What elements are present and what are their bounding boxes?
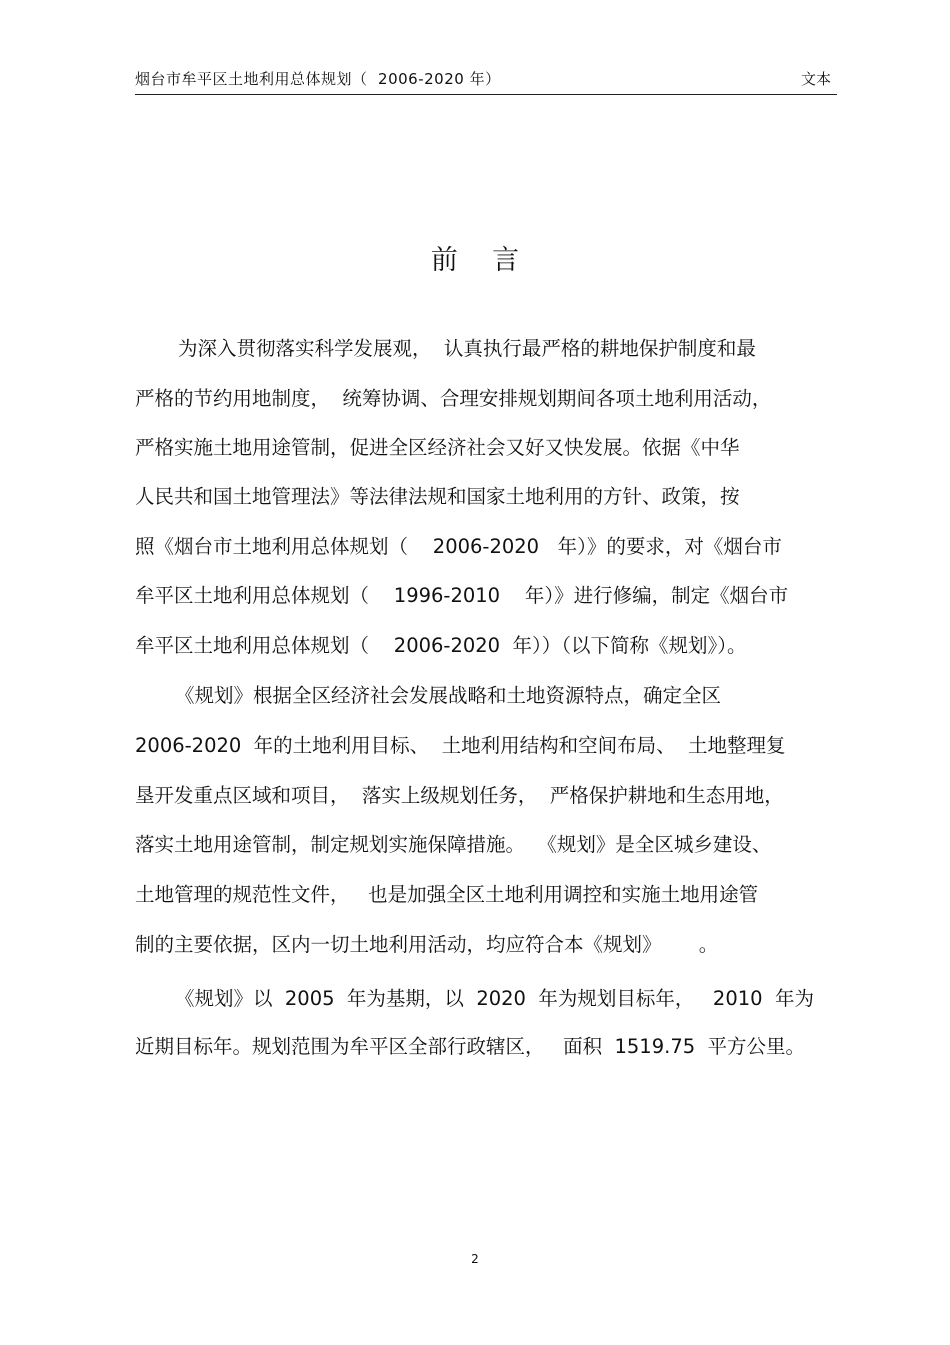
paragraph-line: 严格实施土地用途管制，促进全区经济社会又好又快发展。依据《中华 — [135, 436, 740, 459]
paragraph-line: 近期目标年。规划范围为牟平区全部行政辖区， 面积 1519.75 平方公里。 — [135, 1035, 806, 1058]
paragraph-line: 牟平区土地利用总体规划（ 2006-2020 年））（以下简称《规划》）。 — [135, 634, 747, 657]
paragraph-line: 牟平区土地利用总体规划（ 1996-2010 年）》进行修编，制定《烟台市 — [135, 584, 789, 607]
paragraph-line: 人民共和国土地管理法》等法律法规和国家土地利用的方针、政策，按 — [135, 485, 740, 508]
paragraph-line: 2006-2020 年的土地利用目标、 土地利用结构和空间布局、 土地整理复 — [135, 734, 786, 757]
page-number: 2 — [471, 1252, 479, 1266]
paragraph-line: 《规划》以 2005 年为基期，以 2020 年为规划目标年， 2010 年为 — [175, 987, 814, 1010]
paragraph-line: 垦开发重点区域和项目， 落实上级规划任务， 严格保护耕地和生态用地， — [135, 784, 784, 807]
paragraph-line: 照《烟台市土地利用总体规划（ 2006-2020 年）》的要求，对《烟台市 — [135, 535, 782, 558]
paragraph-line: 严格的节约用地制度， 统筹协调、合理安排规划期间各项土地利用活动， — [135, 387, 772, 410]
header-doc-type: 文本 — [800, 70, 831, 88]
paragraph-line: 为深入贯彻落实科学发展观， 认真执行最严格的耕地保护制度和最 — [178, 337, 756, 360]
section-title: 前 言 — [430, 245, 520, 276]
paragraph-line: 制的主要依据，区内一切土地利用活动，均应符合本《规划》 。 — [135, 933, 719, 956]
paragraph-line: 土地管理的规范性文件， 也是加强全区土地利用调控和实施土地用途管 — [135, 883, 759, 906]
page-header — [135, 64, 837, 95]
header-title: 烟台市牟平区土地利用总体规划（ 2006-2020 年） — [135, 70, 501, 88]
paragraph-line: 《规划》根据全区经济社会发展战略和土地资源特点，确定全区 — [175, 684, 722, 707]
paragraph-line: 落实土地用途管制，制定规划实施保障措施。 《规划》是全区城乡建设、 — [135, 833, 772, 856]
